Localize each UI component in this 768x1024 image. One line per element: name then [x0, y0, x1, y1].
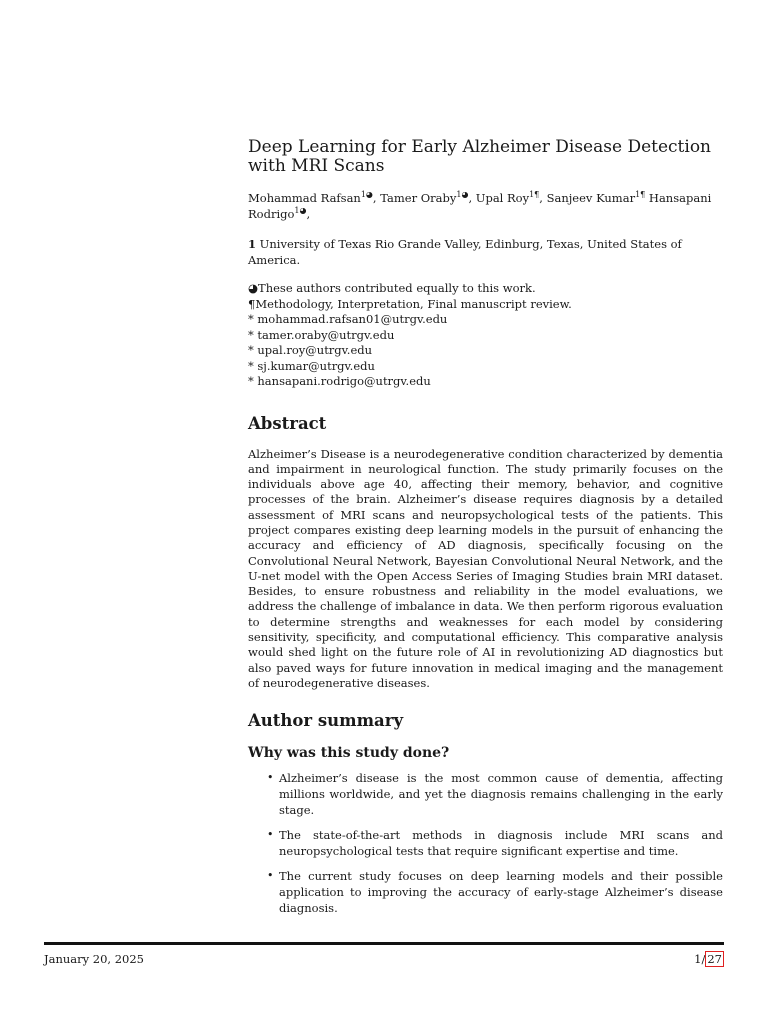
- author-summary-heading: Author summary: [248, 711, 404, 731]
- note-email[interactable]: * mohammad.rafsan01@utrgv.edu: [248, 312, 448, 326]
- bullet-icon: •: [267, 869, 274, 883]
- page-current: 1/: [694, 952, 706, 966]
- paper-front-matter: [248, 138, 723, 925]
- note-roles: ¶Methodology, Interpretation, Final manuscript review.: [248, 296, 572, 311]
- bullet-text: Alzheimer’s disease is the most common cause of dementia, affecting millions worldwide, and yet the diagnosis remains challenging in the early stage.: [279, 771, 723, 818]
- author-affiliation-mark: 1◕: [360, 190, 373, 200]
- note-equal-contribution: ◕These authors contributed equally to this work.: [248, 281, 536, 295]
- list-item: [248, 770, 723, 818]
- author-separator: ,: [306, 207, 311, 221]
- author-list: [248, 190, 723, 222]
- bullet-text: The current study focuses on deep learning models and their possible application to improving the accuracy of early-stage Alzheimer’s disease diagnosis.: [279, 869, 723, 916]
- author-separator: ,: [468, 191, 476, 205]
- abstract-text: Alzheimer’s Disease is a neurodegenerative condition characterized by dementia and impairment in neurological function. The study primarily focuses on the individuals above age 40, affecting their memory, behavior, and cognitive processes of the brain. Alzheimer’s disease requires diagnosis by a detailed assessment of MRI scans and neuropsychological tests of the patients. This project compares existing deep learning models in the pursuit of enhancing the accuracy and efficiency of AD diagnosis, specifically focusing on the Convolutional Neural Network, Bayesian Convolutional Neural Network, and the U-net model with the Open Access Series of Imaging Studies brain MRI dataset. Besides, to ensure robustness and reliability in the model evaluations, we address the challenge of imbalance in data. We then perform rigorous evaluation to determine strengths and weaknesses for each model by considering sensitivity, specificity, and computational efficiency. This comparative analysis would shed light on the future role of AI in revolutionizing AD diagnostics but also paved ways for future innovation in medical imaging and the management of neurodegenerative diseases.: [248, 446, 723, 690]
- author-name: Mohammad Rafsan: [248, 191, 361, 205]
- author-notes: [248, 281, 723, 390]
- bullet-icon: •: [267, 771, 274, 785]
- author-name: Upal Roy: [475, 191, 530, 205]
- author-affiliation-mark: 1¶: [635, 190, 646, 200]
- author-affiliation-mark: 1◕: [456, 190, 469, 200]
- note-email[interactable]: * upal.roy@utrgv.edu: [248, 343, 373, 357]
- author-name: Sanjeev Kumar: [546, 191, 636, 205]
- page-number: [694, 952, 724, 966]
- affiliation: [248, 236, 723, 268]
- paper-title: Deep Learning for Early Alzheimer Disease Detection with MRI Scans: [248, 137, 712, 176]
- note-email[interactable]: * tamer.oraby@utrgv.edu: [248, 327, 395, 342]
- list-item: [248, 868, 723, 916]
- affiliation-text: University of Texas Rio Grande Valley, Edinburg, Texas, United States of America.: [248, 237, 682, 267]
- affiliation-number: 1: [248, 237, 257, 251]
- author-separator: ,: [539, 191, 547, 205]
- total-pages-link[interactable]: 27: [707, 952, 722, 966]
- bullet-text: The state-of-the-art methods in diagnosis include MRI scans and neuropsychological tests that require significant expertise and time.: [279, 828, 723, 859]
- footer-rule: [44, 942, 724, 945]
- author-affiliation-mark: 1◕: [294, 206, 307, 216]
- list-item: [248, 827, 723, 859]
- author-separator: ,: [372, 191, 381, 205]
- author-name: Hansapani Rodrigo: [248, 191, 712, 221]
- summary-bullet-list: [248, 770, 723, 916]
- note-email[interactable]: * hansapani.rodrigo@utrgv.edu: [248, 374, 431, 388]
- abstract-heading: Abstract: [248, 413, 327, 433]
- footer-date: January 20, 2025: [44, 952, 144, 966]
- why-study-heading: Why was this study done?: [248, 745, 450, 762]
- author-name: Tamer Oraby: [380, 191, 457, 205]
- author-affiliation-mark: 1¶: [529, 190, 540, 200]
- note-email[interactable]: * sj.kumar@utrgv.edu: [248, 358, 375, 373]
- bullet-icon: •: [267, 828, 274, 842]
